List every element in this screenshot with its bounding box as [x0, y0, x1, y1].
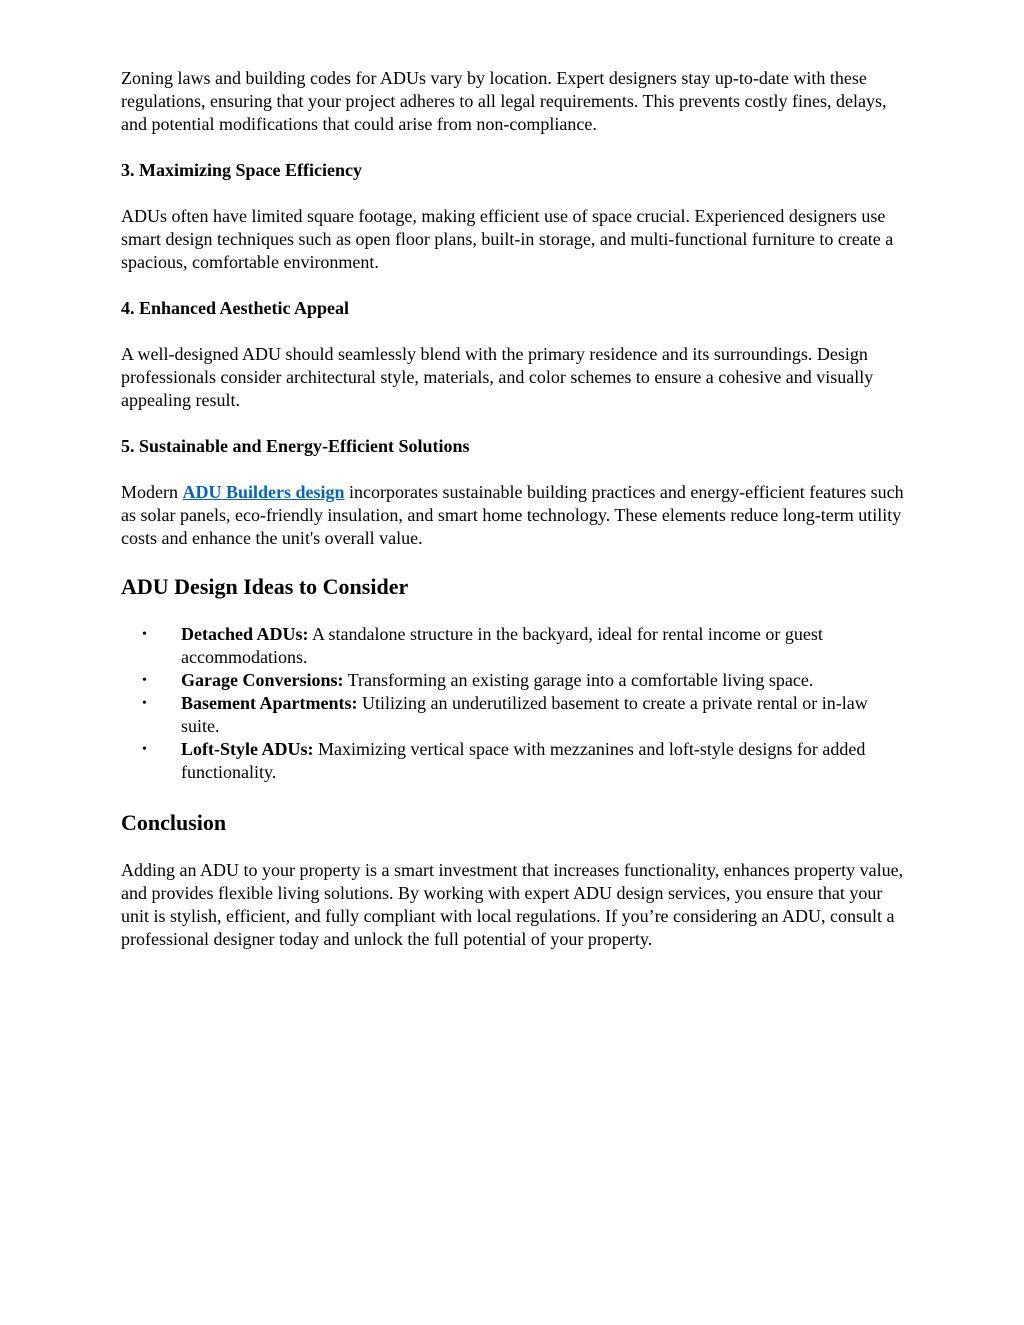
section-body-space-efficiency: ADUs often have limited square footage, making efficient use of space crucial. Experienced designers use smart design techniques such as open floor plans, built-in storage, and multi-functional furniture to create a spacious, comfortable environment.: [121, 206, 894, 272]
body-prefix: Modern: [121, 482, 183, 502]
list-item-loft: [121, 738, 905, 784]
bullet-icon: •: [142, 627, 147, 642]
bullet-icon: •: [142, 673, 147, 688]
list-item-term: Basement Apartments:: [181, 693, 358, 713]
list-item-text: Transforming an existing garage into a comfortable living space.: [343, 670, 814, 690]
intro-paragraph: Zoning laws and building codes for ADUs vary by location. Expert designers stay up-to-date with these regulations, ensuring that your project adheres to all legal requirements. This prevents costly fines, delays, and potential modifications that could arise from non-compliance.: [121, 68, 887, 134]
list-item-text: Maximizing vertical space with mezzanines and loft-style designs for added functionality.: [181, 739, 866, 782]
ideas-heading: ADU Design Ideas to Consider: [121, 574, 409, 599]
body-suffix: incorporates sustainable building practices and energy-efficient features such as solar panels, eco-friendly insulation, and smart home technology. These elements reduce long-term utility costs and enhance the unit's overall value.: [121, 482, 904, 548]
section-heading-sustainable: 5. Sustainable and Energy-Efficient Solutions: [121, 436, 470, 456]
list-item-basement: [121, 692, 905, 738]
adu-builders-design-link[interactable]: ADU Builders design: [182, 482, 345, 502]
section-heading-aesthetic-appeal: 4. Enhanced Aesthetic Appeal: [121, 298, 350, 318]
list-item-detached: [121, 623, 905, 669]
list-item-garage: [121, 669, 905, 692]
bullet-icon: •: [142, 742, 147, 757]
section-heading-space-efficiency: 3. Maximizing Space Efficiency: [121, 160, 362, 180]
list-item-term: Garage Conversions:: [181, 670, 344, 690]
conclusion-body: Adding an ADU to your property is a smart investment that increases functionality, enhances property value, and provides flexible living solutions. By working with expert ADU design services, you ensure that your unit is stylish, efficient, and fully compliant with local regulations. If you’re considering an ADU, consult a professional designer today and unlock the full potential of your property.: [121, 860, 904, 949]
document-page: [121, 67, 905, 974]
list-item-term: Detached ADUs:: [181, 624, 309, 644]
list-item-term: Loft-Style ADUs:: [181, 739, 314, 759]
ideas-list: [121, 623, 905, 784]
bullet-icon: •: [142, 696, 147, 711]
section-body-aesthetic-appeal: A well-designed ADU should seamlessly blend with the primary residence and its surroundings. Design professionals consider architectural style, materials, and color schemes to ensure a cohesive and visually appealing result.: [121, 344, 874, 410]
list-item-text: A standalone structure in the backyard, ideal for rental income or guest accommodations.: [181, 624, 823, 667]
list-item-text: Utilizing an underutilized basement to create a private rental or in-law suite.: [181, 693, 868, 736]
section-body-sustainable: [121, 481, 905, 550]
conclusion-heading: Conclusion: [121, 810, 227, 835]
